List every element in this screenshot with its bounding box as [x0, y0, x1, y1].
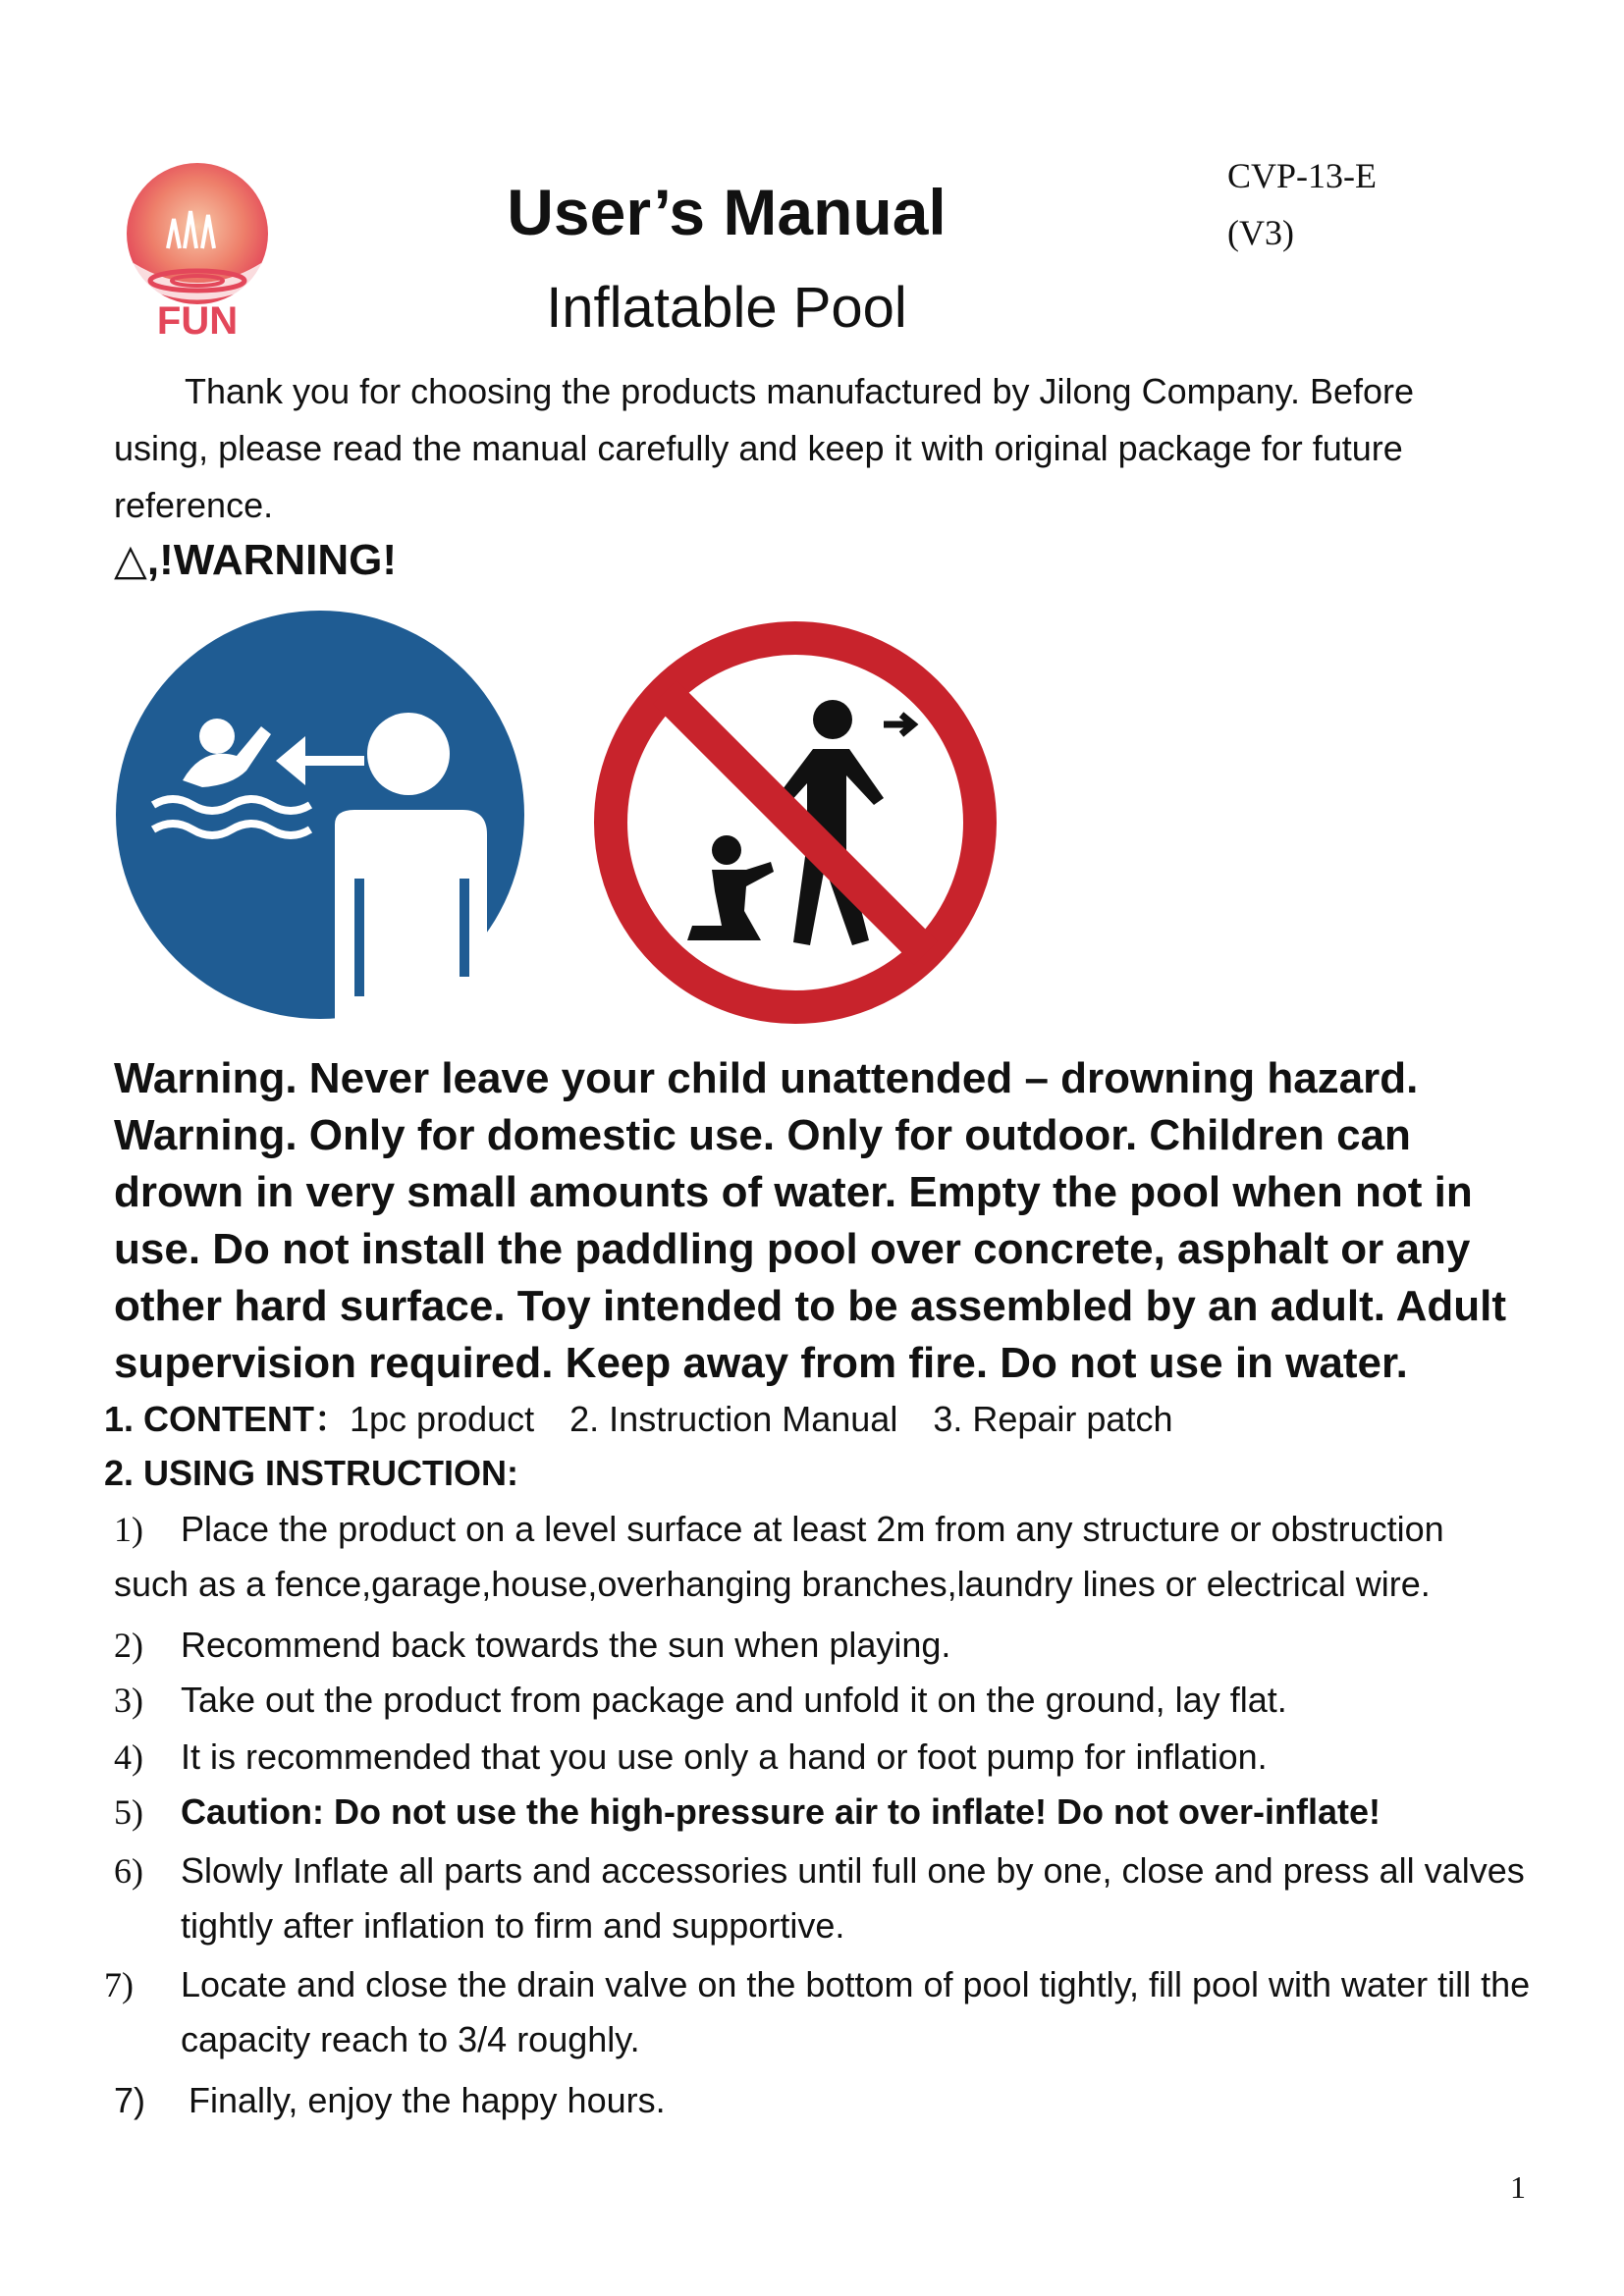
instruction-step	[114, 1502, 1528, 1612]
adult-supervision-sign-icon	[114, 609, 526, 1021]
step-text: Take out the product from package and unfold it on the ground, lay flat.	[181, 1680, 1287, 1720]
page-number: 1	[1510, 2169, 1526, 2205]
step-number: 3)	[114, 1681, 143, 1720]
step-number: 7)	[114, 2080, 146, 2120]
logo-text: FUN	[156, 299, 239, 342]
instruction-step	[114, 1730, 1528, 1785]
warning-text: Warning. Never leave your child unattended – drowning hazard. Warning. Only for domestic use. Only for outdoor. Children can drown in very small amounts of water. Empty the pool when not in use. Do not install the paddling pool over concrete, asphalt or any other hard surface. Toy intended to be assembled by an adult. Adult supervision required. Keep away from fire. Do not use in water.	[114, 1054, 1506, 1387]
step-text: Slowly Inflate all parts and accessories until full one by one, close and press all valves tightly after inflation to firm and supportive.	[181, 1850, 1525, 1946]
intro-paragraph: Thank you for choosing the products manufactured by Jilong Company. Before using, please read the manual carefully and keep it with original package for future reference.	[114, 371, 1415, 525]
step-number: 6)	[114, 1851, 143, 1891]
instruction-step	[114, 1785, 1528, 1840]
step-number: 7)	[104, 1965, 134, 2004]
content-item: 1pc product	[350, 1399, 535, 1439]
document-code-block	[1227, 147, 1377, 261]
page-subtitle: Inflatable Pool	[546, 276, 907, 340]
using-instruction-heading: 2. USING INSTRUCTION:	[104, 1453, 519, 1493]
content-item: 2. Instruction Manual	[569, 1399, 898, 1439]
step-text: Recommend back towards the sun when playing.	[181, 1625, 951, 1665]
document-version: (V3)	[1227, 213, 1294, 252]
step-text: Place the product on a level surface at least 2m from any structure or obstruction such as a fence,garage,house,overhanging branches,laundry lines or electrical wire.	[114, 1509, 1444, 1604]
step-text: Caution: Do not use the high-pressure air to inflate! Do not over-inflate!	[181, 1791, 1381, 1832]
step-text: It is recommended that you use only a hand or foot pump for inflation.	[181, 1736, 1268, 1777]
no-leaving-child-sign-icon	[589, 616, 1001, 1029]
content-item: 3. Repair patch	[933, 1399, 1173, 1439]
step-number: 1)	[114, 1510, 143, 1549]
step-number: 4)	[114, 1737, 143, 1777]
step-text: Locate and close the drain valve on the bottom of pool tightly, fill pool with water till the capacity reach to 3/4 roughly.	[181, 1964, 1531, 2059]
content-label: 1. CONTENT：	[104, 1399, 351, 1439]
warning-heading: △,!WARNING!	[114, 536, 398, 584]
instruction-step	[104, 1957, 1538, 2067]
instruction-step	[114, 1618, 1528, 1673]
instruction-step	[114, 1673, 1528, 1728]
content-line	[104, 1396, 1172, 1443]
document-code: CVP-13-E	[1227, 156, 1377, 195]
page-title: User’s Manual	[507, 176, 947, 248]
instruction-step	[114, 2073, 1528, 2128]
step-number: 2)	[114, 1626, 143, 1665]
step-number: 5)	[114, 1792, 143, 1832]
instruction-step	[114, 1843, 1528, 1953]
intro-section	[114, 363, 1508, 534]
step-text: Finally, enjoy the happy hours.	[189, 2080, 666, 2120]
